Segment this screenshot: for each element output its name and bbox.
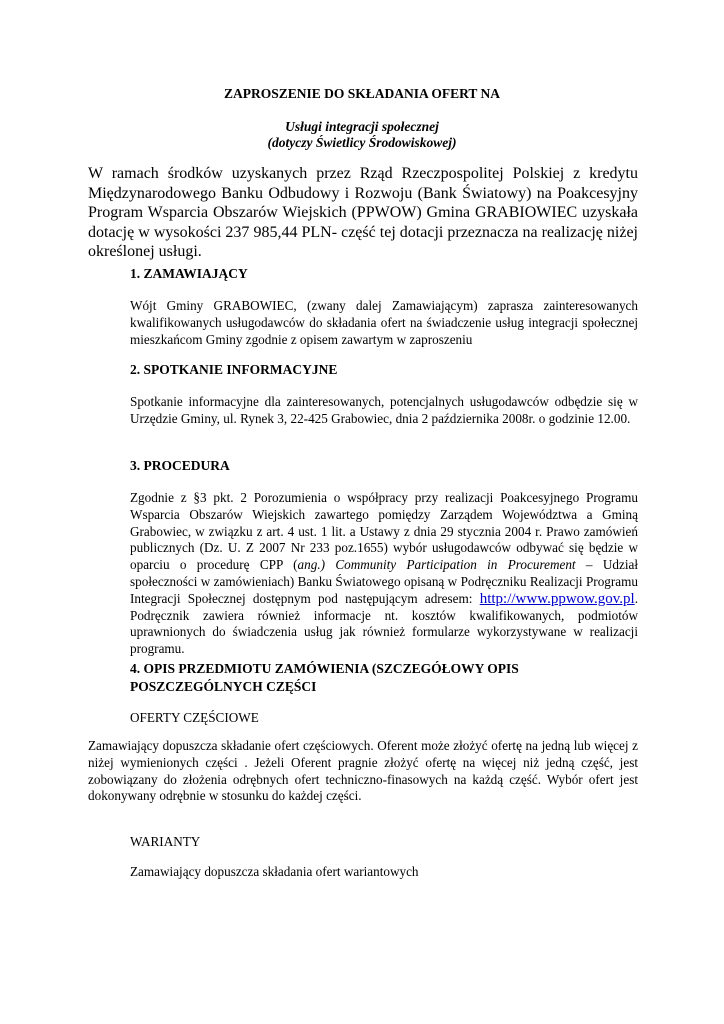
procedure-text-part-1: Zgodnie z §3 pkt. 2 Porozumienia o współpracy przy realizacji Poakcesyjnego Programu Wsparcia Obszarów Wiejskich zawartego pomiędzy Zarządem Województwa a Gminą Grabowiec, w związku z art. 4 ust. 1 lit. a Ustawy z dnia 29 stycznia 2004 r. Prawo zamówień publicznych (Dz. U. Z 2007 Nr 233 poz.1655) wybór usługodawców odbywać się będzie w oparciu o procedurę CPP ( <box>130 490 638 573</box>
document-title: ZAPROSZENIE DO SKŁADANIA OFERT NA <box>223 86 501 101</box>
section-4-heading <box>130 660 519 696</box>
variants-text: Zamawiający dopuszcza składania ofert wariantowych <box>130 864 419 879</box>
section-1-heading: 1. ZAMAWIAJĄCY <box>130 266 248 281</box>
section-3-text <box>130 490 638 658</box>
section-1-text: Wójt Gminy GRABOWIEC, (zwany dalej Zamawiającym) zaprasza zainteresowanych kwalifikowanych usługodawców do składania ofert na świadczenie usług integracji społecznej mieszkańcom Gminy zgodnie z opisem zawartym w zaproszeniu <box>130 298 638 347</box>
intro-paragraph: W ramach środków uzyskanych przez Rząd Rzeczpospolitej Polskiej z kredytu Międzynarodowego Banku Odbudowy i Rozwoju (Bank Światowy) na Poakcesyjny Program Wsparcia Obszarów Wiejskich (PPWOW) Gmina GRABIOWIEC uzyskała dotację w wysokości 237 985,44 PLN- część tej dotacji przeznacza na realizację niżej określonej usługi. <box>88 165 638 260</box>
procedure-text-part-3: . Podręcznik zawiera również informacje nt. kosztów kwalifikowanych, podmiotów uprawnionych do świadczenia usług jak również formularze wykorzystywane w realizacji programu. <box>130 590 638 657</box>
ppwow-link[interactable]: http://www.ppwow.gov.pl <box>479 590 635 607</box>
section-4-heading-line-2: POSZCZEGÓLNYCH CZĘŚCI <box>130 679 317 694</box>
document-subtitle <box>0 119 724 151</box>
partial-offers-text: Zamawiający dopuszcza składanie ofert częściowych. Oferent może złożyć ofertę na jedną lub więcej z niżej wymienionych części . Jeżeli Oferent pragnie złożyć ofertę na więcej niż jedną część, jest zobowiązany do złożenia odrębnych ofert techniczno-finasowych na każdą część. Wybór ofert jest dokonywany odrębnie w stosunku do każdej części. <box>88 738 638 804</box>
section-4-heading-line-1: 4. OPIS PRZEDMIOTU ZAMÓWIENIA (SZCZEGÓŁOWY OPIS <box>130 661 519 676</box>
procedure-text-part-2: – Udział społeczności w zamówieniach) Banku Światowego opisaną w Podręczniku Realizacji Programu Integracji Społecznej dostępnym pod następującym adresem: <box>130 557 638 606</box>
section-2-text: Spotkanie informacyjne dla zainteresowanych, potencjalnych usługodawców odbędzie się w Urzędzie Gminy, ul. Rynek 3, 22-425 Grabowiec, dnia 2 października 2008r. o godzinie 12.00. <box>130 394 638 426</box>
variants-label: WARIANTY <box>130 834 201 849</box>
subtitle-line-2: (dotyczy Świetlicy Środowiskowej) <box>267 135 457 150</box>
procedure-italic-term: ang.) Community Participation in Procurement <box>297 557 576 573</box>
partial-offers-label: OFERTY CZĘŚCIOWE <box>130 710 259 725</box>
subtitle-line-1: Usługi integracji społecznej <box>285 119 439 134</box>
section-3-heading: 3. PROCEDURA <box>130 458 230 473</box>
section-2-heading: 2. SPOTKANIE INFORMACYJNE <box>130 362 338 377</box>
